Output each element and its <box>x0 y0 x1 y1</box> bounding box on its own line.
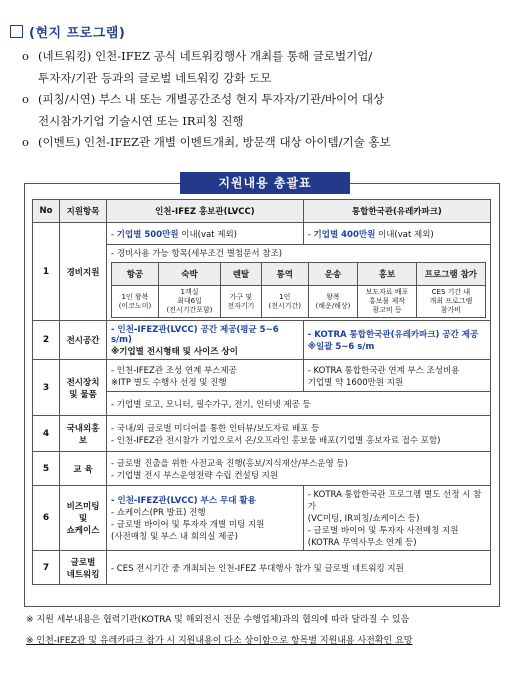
row-no: 2 <box>33 321 60 360</box>
eureka-cell: - 기업별 400만원 이내(vat 제외) <box>303 223 490 245</box>
row-item: 비즈미팅 및 쇼케이스 <box>60 486 107 551</box>
bullet-item <box>22 46 502 89</box>
lvcc-cell: - 기업별 500만원 이내(vat 제외) <box>107 223 304 245</box>
expense-cell <box>107 245 491 321</box>
highlight-amount: 기업별 500만원 <box>116 229 179 240</box>
bullet-text: (네트워킹) 인천-IFEZ 공식 네트워킹행사 개최를 통해 글로벌기업/ <box>38 49 373 63</box>
eureka-cell: - KOTRA 통합한국관 연계 부스 조성비용 기업별 약 1600만원 지원 <box>303 360 490 392</box>
row-no: 6 <box>33 486 60 551</box>
common-cell: - 국내/외 글로벌 미디어를 통한 인터뷰/보도자료 배포 등 - 인천-IFEZ관 전시참가 기업으로서 온/오프라인 홍보물 배포(기업별 홍보자료 접수 포함) <box>107 416 491 452</box>
table-row <box>33 452 491 486</box>
table-row <box>33 486 491 551</box>
bullet-marker: ο <box>22 49 29 63</box>
lvcc-cell: - 인천-IFEZ관(LVCC) 공간 제공(평균 5~6 s/m) ※기업별 전시형태 및 사이즈 상이 <box>107 321 304 360</box>
row-no: 1 <box>33 223 60 321</box>
sub-header: 항공 <box>112 263 159 286</box>
row-no: 3 <box>33 360 60 416</box>
bullet-text: (이벤트) 인천-IFEZ관 개별 이벤트개최, 방문객 대상 아이템/기술 홍보 <box>38 135 391 149</box>
row-item: 전시공간 <box>60 321 107 360</box>
sub-header: 통역 <box>261 263 308 286</box>
row-no: 4 <box>33 416 60 452</box>
bullet-text: 투자자/기관 등과의 글로벌 네트워킹 강화 도모 <box>38 70 272 85</box>
row-item: 경비지원 <box>60 223 107 321</box>
table-row <box>33 223 491 245</box>
bullet-list <box>22 46 502 154</box>
header-lvcc: 인천-IFEZ 홍보관(LVCC) <box>107 200 304 223</box>
sub-header: 홍보 <box>358 263 417 286</box>
highlight-amount: 기업별 400만원 <box>313 229 376 240</box>
checkbox-square-icon <box>10 25 23 38</box>
sub-header: 렌탈 <box>221 263 262 286</box>
sub-cell: 1인 왕복 (이코노미) <box>112 286 159 318</box>
sub-cell: 1객실 최대6일 (전시기간포함) <box>158 286 220 318</box>
lvcc-cell: - 인천-IFEZ관 조성 연계 부스제공 ※ITP 별도 수행사 선정 및 진행 <box>107 360 304 392</box>
sub-header: 프로그램 참가 <box>416 263 485 286</box>
sub-cell: CES 기간 내 개최 프로그램 참가비 <box>416 286 485 318</box>
header-eureka: 통합한국관(유레카파크) <box>303 200 490 223</box>
bullet-marker: ο <box>22 135 29 149</box>
footnote: ※ 인천-IFEZ관 및 유레카파크 참가 시 지원내용이 다소 상이함으로 항목별 지원내용 사전확인 요망 <box>26 636 413 646</box>
row-no: 5 <box>33 452 60 486</box>
sub-header: 숙박 <box>158 263 220 286</box>
row-no: 7 <box>33 551 60 585</box>
expense-note: - 경비사용 가능 항목(세부조건 별첨문서 참조) <box>111 249 283 259</box>
sub-cell: 보도자료 배포 홍보물 제작 광고비 등 <box>358 286 417 318</box>
bullet-marker: ο <box>22 92 29 106</box>
common-cell: - CES 전시기간 중 개최되는 인천-IFEZ 부대행사 참가 및 글로벌 네트워킹 지원 <box>107 551 491 585</box>
table-row <box>33 360 491 392</box>
common-cell: - 기업별 로고, 모니터, 필수가구, 전기, 인터넷 제공 등 <box>107 392 491 416</box>
header-item: 지원항목 <box>60 200 107 223</box>
row-item: 전시장치 및 물품 <box>60 360 107 416</box>
bullet-item <box>22 132 502 154</box>
sub-cell: 가구 및 전자기기 <box>221 286 262 318</box>
support-table <box>32 199 491 585</box>
sub-header: 운송 <box>308 263 358 286</box>
table-row <box>33 321 491 360</box>
footnote: ※ 지원 세부내용은 협력기관(KOTRA 및 해외전시 전문 수행업체)과의 협의에 따라 달라질 수 있음 <box>26 615 410 625</box>
header-no: No <box>33 200 60 223</box>
row-item: 교 육 <box>60 452 107 486</box>
table-title: 지원내용 총괄표 <box>180 172 350 194</box>
sub-cell: 왕복 (해운/해상) <box>308 286 358 318</box>
table-row <box>33 551 491 585</box>
bullet-text: (피칭/시연) 부스 내 또는 개별공간조성 현지 투자자/기관/바이어 대상 <box>38 92 385 106</box>
expense-subtable <box>111 262 486 318</box>
row-item: 국내외홍보 <box>60 416 107 452</box>
lvcc-cell: - 인천-IFEZ관(LVCC) 부스 무대 활용 - 쇼케이스(PR 발표) 진행 - 글로벌 바이어 및 투자자 개별 미팅 지원 (사전매칭 및 부스 내 회의실 제공) <box>107 486 304 551</box>
table-header-row <box>33 200 491 223</box>
eureka-cell: - KOTRA 통합한국관(유레카파크) 공간 제공 ※일괄 5~6 s/m <box>303 321 490 360</box>
section-heading: (현지 프로그램) <box>10 22 125 41</box>
row-item: 글로벌 네트워킹 <box>60 551 107 585</box>
table-row <box>33 416 491 452</box>
eureka-cell: - KOTRA 통합한국관 프로그램 별도 선정 시 참가 (VC미팅, IR피칭/쇼케이스 등) - 글로벌 바이어 및 투자자 사전매칭 지원 (KOTRA 무역사무소 연계 등) <box>303 486 490 551</box>
bullet-item <box>22 89 502 132</box>
common-cell: - 글로벌 진출을 위한 사전교육 진행(홍보/지식재산/부스운영 등) - 기업별 전시 부스운영전략 수립 컨설팅 지원 <box>107 452 491 486</box>
bullet-text: 전시참가기업 기술시연 또는 IR피칭 진행 <box>38 113 244 128</box>
sub-cell: 1인 (전시기간) <box>261 286 308 318</box>
